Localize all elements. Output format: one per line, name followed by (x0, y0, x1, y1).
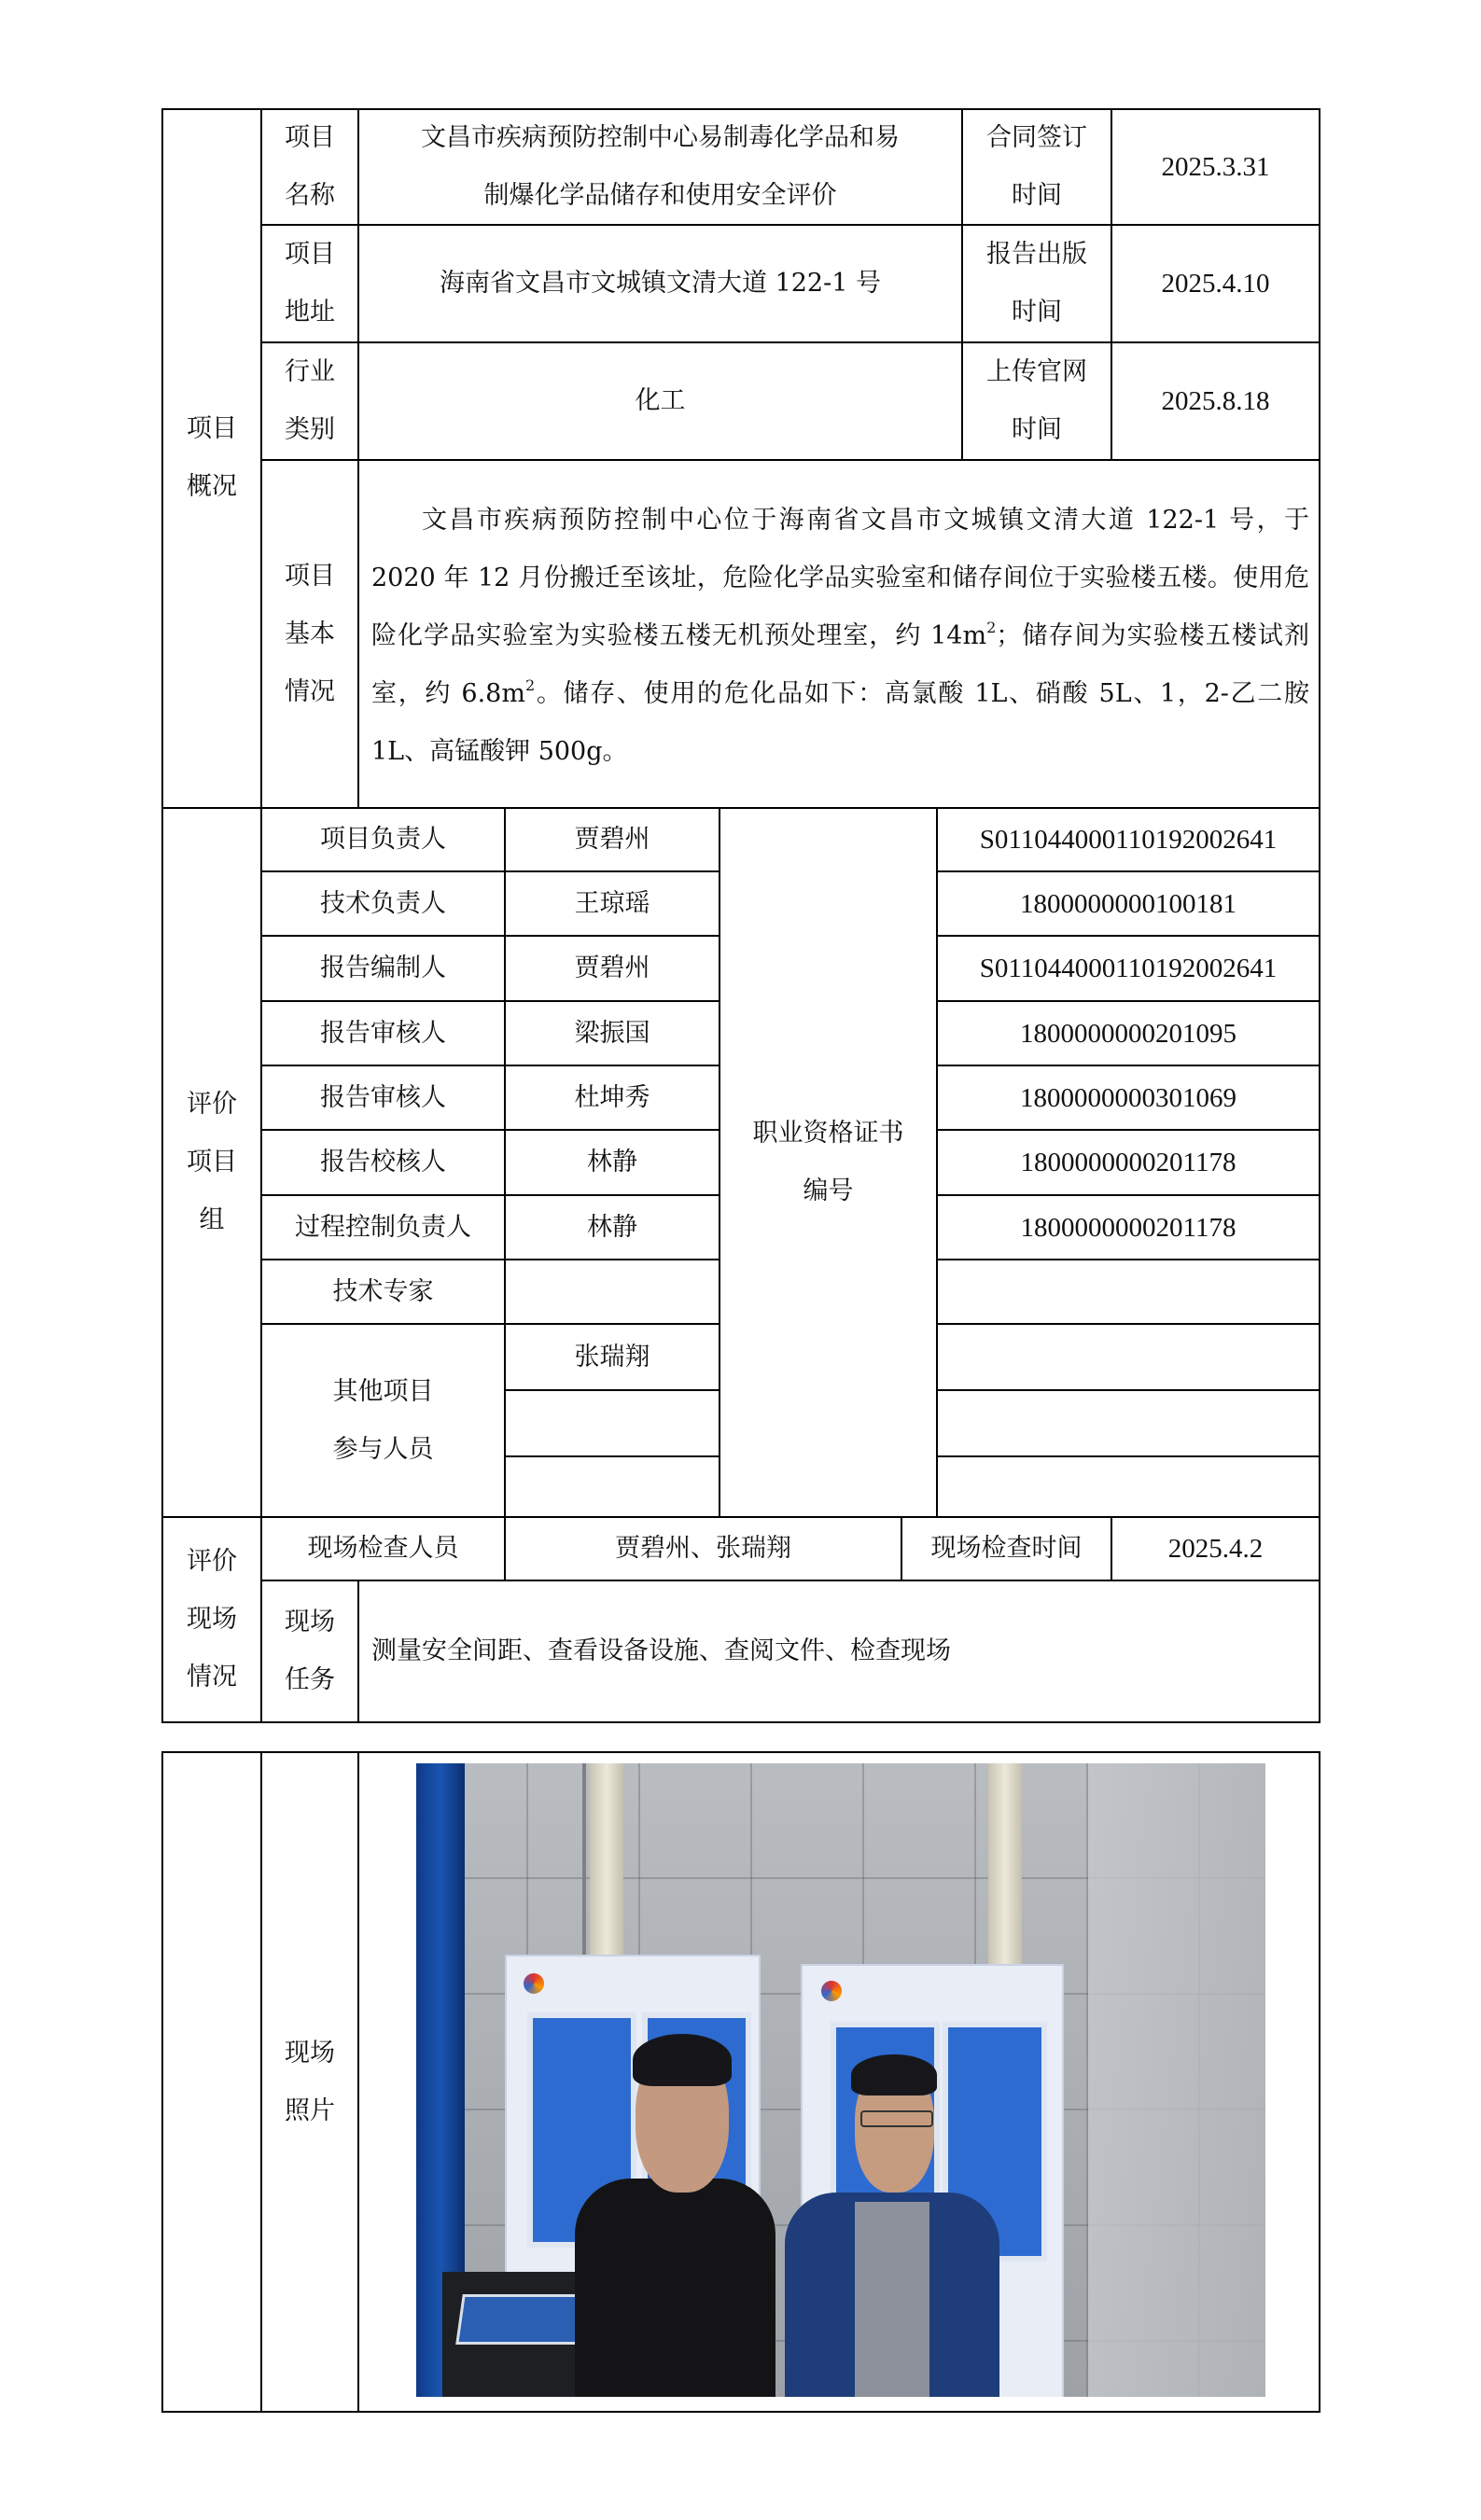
label-line: 项目 (285, 122, 335, 152)
person-left-body (575, 2179, 775, 2397)
member-cert: S011044000110192002641 (979, 825, 1278, 855)
inspection-time-label: 现场检查时间 (930, 1534, 1083, 1563)
section-label-site (162, 1517, 261, 1722)
member-cert: 1800000000201178 (1020, 1148, 1236, 1177)
inspection-time-value: 2025.4.2 (1167, 1534, 1264, 1564)
member-name (505, 1260, 720, 1324)
label-line: 上传官网 (986, 357, 1087, 386)
label-line: 组 (199, 1205, 225, 1234)
member-name: 林静 (587, 1212, 637, 1242)
upload-date-value: 2025.8.18 (1161, 386, 1270, 416)
basic-info-paragraph (371, 492, 1309, 781)
label-line: 项目 (285, 561, 335, 591)
label-line: 时间 (1012, 415, 1062, 444)
paragraph-text: 文昌市疾病预防控制中心位于海南省文昌市文城镇文清大道 122-1 号，于 2020 年 12 月份搬迁至该址，危险化学品实验室和储存间位于实验楼五楼。使用危险化学品实验室为实验楼五楼无机预处理室，约 14m (371, 506, 1309, 650)
label-line: 现场 (285, 2038, 335, 2068)
person-right-hair (851, 2054, 937, 2095)
industry-value (358, 342, 962, 460)
label-line: 时间 (1012, 180, 1062, 210)
report-date-value: 2025.4.10 (1161, 269, 1270, 299)
label-line: 情况 (285, 676, 335, 706)
section-label-team (162, 808, 261, 1517)
member-role: 技术负责人 (320, 888, 446, 918)
label-line: 名称 (285, 180, 335, 210)
project-address-value (358, 225, 962, 342)
label-line: 基本 (285, 619, 335, 648)
label-line: 行业 (285, 357, 335, 386)
label-line: 报告出版 (986, 240, 1087, 269)
contract-date-value: 2025.3.31 (1161, 151, 1270, 182)
value-line: 制爆化学品储存和使用安全评价 (483, 180, 837, 210)
label-line: 时间 (1012, 298, 1062, 327)
member-name: 林静 (587, 1148, 637, 1176)
duct-right (988, 1763, 1022, 1973)
superscript: 2 (986, 619, 997, 636)
member-role: 项目负责人 (320, 825, 446, 854)
task-label (261, 1580, 358, 1722)
inspectors-label: 现场检查人员 (307, 1534, 459, 1563)
cabinet-logo (821, 1981, 842, 2001)
member-name: 贾碧州 (574, 954, 650, 982)
label-line: 现场 (285, 1608, 335, 1636)
report-date-label (962, 225, 1111, 342)
label-line: 评价 (187, 1090, 237, 1119)
duct-left (590, 1763, 623, 1964)
label-line: 职业资格证书 (752, 1119, 904, 1148)
section-label-overview (162, 108, 261, 808)
member-cert: 1800000000301069 (1020, 1082, 1236, 1113)
cabinet-logo (524, 1973, 544, 1994)
member-role: 报告审核人 (320, 1082, 446, 1112)
label-line: 现场 (187, 1605, 237, 1634)
basic-info-label (261, 460, 358, 808)
member-cert: S011044000110192002641 (979, 954, 1278, 983)
border-line (161, 1751, 163, 2413)
site-photo-label (261, 1752, 358, 2412)
superscript: 2 (524, 676, 536, 694)
member-cert: 1800000000100181 (1020, 888, 1236, 919)
label-line: 项目 (187, 414, 237, 443)
label-line: 情况 (187, 1663, 237, 1692)
other-members-label (261, 1324, 505, 1517)
paragraph-text: ；储存间为实验楼五楼试剂室，约 6.8m (371, 621, 1310, 708)
cert-header (720, 808, 937, 1517)
member-name: 贾碧州 (574, 825, 650, 854)
label-line: 类别 (285, 415, 335, 444)
other-member-cert (937, 1324, 1320, 1390)
member-cert (937, 1260, 1320, 1324)
glasses (860, 2110, 933, 2127)
label-line: 项目 (187, 1148, 237, 1176)
label-line: 其他项目 (332, 1376, 434, 1406)
other-member-name: 张瑞翔 (574, 1342, 650, 1371)
value-line: 海南省文昌市文城镇文清大道 122-1 号 (439, 269, 881, 298)
industry-label (261, 342, 358, 460)
folder (455, 2294, 590, 2345)
label-line: 地址 (285, 298, 335, 327)
member-cert: 1800000000201095 (1020, 1018, 1236, 1049)
label-line: 项目 (285, 240, 335, 269)
label-line: 概况 (187, 472, 237, 501)
member-role: 技术专家 (332, 1276, 434, 1306)
project-name-label (261, 108, 358, 225)
person-left-hair (633, 2034, 732, 2086)
contract-date-label (962, 108, 1111, 225)
other-member-name (505, 1456, 720, 1517)
member-role: 过程控制负责人 (295, 1212, 471, 1242)
inspectors-value: 贾碧州、张瑞翔 (615, 1534, 791, 1563)
project-address-label (261, 225, 358, 342)
label-line: 照片 (285, 2095, 335, 2125)
border-line (1319, 1751, 1320, 2413)
member-role: 报告编制人 (320, 954, 446, 982)
value-line: 文昌市疾病预防控制中心易制毒化学品和易 (421, 122, 900, 152)
value-line: 化工 (635, 386, 686, 415)
member-cert: 1800000000201178 (1020, 1212, 1236, 1243)
member-role: 报告审核人 (320, 1018, 446, 1048)
site-photo (416, 1763, 1265, 2397)
task-value: 测量安全间距、查看设备设施、查阅文件、检查现场 (371, 1636, 951, 1665)
member-name: 杜坤秀 (574, 1082, 650, 1112)
label-line: 合同签订 (986, 122, 1087, 152)
label-line: 参与人员 (332, 1434, 434, 1464)
person-right-shirt (855, 2202, 929, 2397)
label-line: 任务 (285, 1665, 335, 1694)
member-name: 王琼瑶 (574, 888, 650, 918)
label-line: 评价 (187, 1547, 237, 1576)
upload-date-label (962, 342, 1111, 460)
project-name-value (358, 108, 962, 225)
member-name: 梁振国 (574, 1018, 650, 1048)
other-member-cert (937, 1456, 1320, 1517)
member-role: 报告校核人 (320, 1148, 446, 1176)
label-line: 编号 (803, 1176, 854, 1205)
paragraph-text: 。储存、使用的危化品如下：高氯酸 1L、硝酸 5L、1，2-乙二胺 1L、高锰酸钾 500g。 (371, 679, 1310, 766)
other-member-cert (937, 1390, 1320, 1456)
other-member-name (505, 1390, 720, 1456)
side-wall (1088, 1763, 1265, 2397)
